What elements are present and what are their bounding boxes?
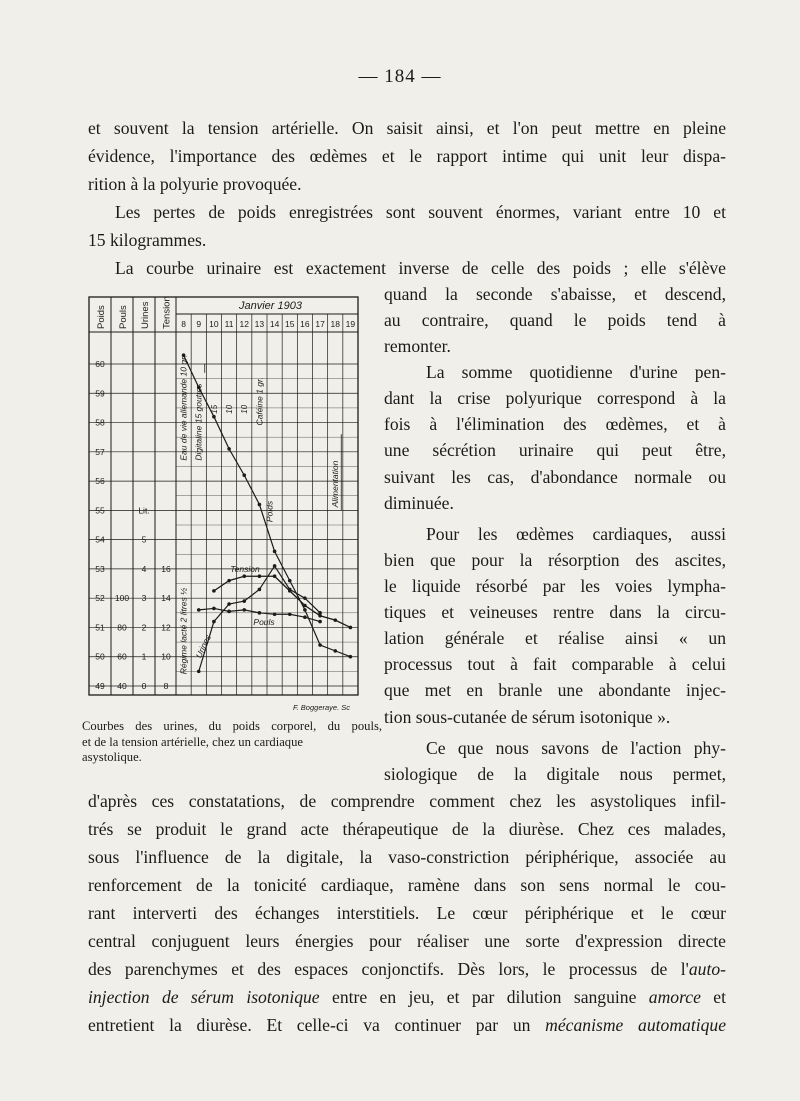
- x-tick-label: 9: [196, 319, 202, 329]
- caption-line: et de la tension artérielle, chez un cardiaque: [82, 734, 303, 749]
- series-poids-point: [242, 473, 246, 477]
- pouls-tick-label: 100: [114, 593, 130, 604]
- x-tick-label: 15: [285, 319, 295, 329]
- series-urines-point: [197, 670, 201, 674]
- x-tick-label: 17: [315, 319, 325, 329]
- column-header: Poids: [96, 305, 107, 329]
- series-urines-point: [227, 602, 231, 606]
- pouls-tick-label: 40: [117, 681, 127, 691]
- series-pouls-point: [242, 608, 246, 612]
- series-poids-point: [333, 649, 337, 653]
- text-line: Pour les œdèmes cardiaques, aussi: [426, 524, 726, 544]
- poids-tick-label: 57: [95, 446, 105, 457]
- caption-line: asystolique.: [82, 750, 142, 764]
- text-segment: entre en jeu, et par dilution sanguine: [319, 987, 649, 1007]
- x-tick-label: 12: [239, 319, 249, 329]
- series-label-tension: Tension: [230, 564, 260, 575]
- urines-tick-label: 2: [141, 622, 147, 633]
- series-poids-point: [318, 643, 322, 647]
- x-tick-label: 19: [345, 319, 356, 329]
- text-line: évidence, l'importance des œdèmes et le rapport intime qui unit leur dispa-: [88, 146, 726, 166]
- series-poids-point: [303, 608, 307, 612]
- text-line: rition à la polyurie provoquée.: [88, 174, 302, 194]
- tension-tick-label: 10: [161, 651, 171, 662]
- tension-tick-label: 14: [161, 593, 171, 604]
- text-line: suivant les cas, d'abondance normale ou: [384, 467, 726, 487]
- series-urines-point: [258, 588, 262, 592]
- series-poids-point: [258, 503, 262, 507]
- urines-tick-label: 5: [141, 534, 147, 545]
- text-line: d'après ces constatations, de comprendre comment chez les asystoliques infil-: [88, 791, 726, 811]
- annotation-dose: 15: [209, 404, 219, 414]
- text-line: que met en branle une abondante injec-: [384, 680, 726, 700]
- text-line: siologique de la digitale nous permet,: [384, 764, 726, 784]
- page-number: — 184 —: [358, 66, 442, 87]
- series-tension-point: [258, 574, 262, 578]
- text-line: [88, 983, 726, 1011]
- text-line: processus tout à fait comparable à celui: [384, 654, 726, 674]
- series-tension-point: [273, 574, 277, 578]
- series-poids-point: [212, 415, 216, 419]
- annotation-regime-lacte: Régime lacté 2 litres ½: [178, 587, 189, 675]
- text-line: renforcement de la tonicité cardiaque, ramène dans son sens normal le cou-: [88, 875, 726, 895]
- chart-title: Janvier 1903: [239, 300, 302, 312]
- text-line: sous l'influence de la digitale, la vaso-constriction périphérique, associée au: [88, 847, 726, 867]
- annotation-dose: 10: [240, 404, 250, 414]
- series-urines-point: [273, 564, 277, 568]
- series-tension-point: [212, 589, 216, 593]
- italic-text: amorce: [648, 987, 701, 1007]
- italic-text: mécanisme automatique: [545, 1015, 727, 1035]
- urines-tick-label: 4: [141, 563, 147, 574]
- pouls-tick-label: 80: [117, 622, 127, 633]
- series-pouls-point: [303, 615, 307, 619]
- urines-tick-label: 1: [141, 651, 147, 662]
- text-line: trés se produit le grand acte thérapeutique de la diurèse. Chez ces malades,: [88, 819, 726, 839]
- poids-tick-label: 52: [95, 593, 105, 604]
- tension-tick-label: 8: [163, 681, 169, 691]
- series-pouls-point: [212, 607, 216, 611]
- clinical-chart: [88, 296, 372, 716]
- pouls-tick-label: 60: [117, 651, 127, 662]
- text-line: [88, 955, 726, 983]
- x-tick-label: 18: [330, 319, 340, 329]
- series-tension-point: [242, 574, 246, 578]
- text-line: diminuée.: [384, 493, 454, 513]
- poids-tick-label: 50: [95, 651, 105, 662]
- series-label-pouls: Pouls: [253, 616, 275, 627]
- annotation-eau-de-vie: Eau de vie allemande 10 gr.: [178, 355, 189, 461]
- text-line: bien que pour la résorption des ascites,: [384, 550, 726, 570]
- poids-tick-label: 58: [95, 417, 105, 428]
- text-segment: entretient la diurèse. Et celle-ci va continuer par un: [88, 1015, 546, 1035]
- series-urines-point: [303, 596, 307, 600]
- series-pouls-point: [227, 610, 231, 614]
- series-pouls-point: [258, 611, 262, 615]
- series-poids-point: [227, 447, 231, 451]
- series-tension-point: [333, 618, 337, 622]
- series-tension-point: [349, 626, 353, 630]
- column-header: Pouls: [118, 305, 129, 329]
- text-line: Ce que nous savons de l'action phy-: [426, 738, 726, 758]
- figure-caption: [82, 719, 382, 766]
- text-line: La courbe urinaire est exactement inverse de celle des poids ; elle s'élève: [115, 258, 726, 278]
- series-urines-point: [242, 599, 246, 603]
- series-urines-point: [288, 588, 292, 592]
- x-tick-label: 8: [181, 319, 186, 329]
- series-pouls-point: [318, 620, 322, 624]
- text-line: dant la crise polyurique correspond à la: [384, 388, 726, 408]
- x-tick-label: 10: [209, 319, 219, 329]
- text-line: tion sous-cutanée de sérum isotonique ».: [384, 707, 671, 727]
- text-line: Les pertes de poids enregistrées sont souvent énormes, variant entre 10 et: [115, 202, 726, 222]
- x-tick-label: 11: [224, 319, 234, 329]
- column-header: Urines: [140, 301, 151, 329]
- series-poids-point: [349, 655, 353, 659]
- chart-signature: F. Boggeraye. Sc: [293, 703, 350, 712]
- series-tension-point: [303, 604, 307, 608]
- text-line: rant interverti des échanges interstitiels. Le cœur périphérique et le cœur: [88, 903, 726, 923]
- series-pouls-point: [197, 608, 201, 612]
- poids-tick-label: 60: [95, 359, 105, 369]
- chart-frame: [89, 297, 358, 695]
- annotation-digitaline: Digitaline 15 gouttes: [193, 383, 204, 461]
- column-header: Tension: [161, 296, 173, 329]
- tension-tick-label: 16: [161, 563, 171, 574]
- x-tick-label: 14: [269, 319, 280, 329]
- italic-text: injection de sérum isotonique: [88, 987, 320, 1007]
- text-line: fois à l'élimination des œdèmes, et à: [384, 414, 726, 434]
- poids-tick-label: 49: [95, 681, 105, 691]
- poids-tick-label: 53: [95, 563, 105, 574]
- annotation-dose: 10: [225, 404, 235, 414]
- poids-tick-label: 59: [95, 388, 105, 399]
- series-poids-point: [273, 550, 277, 554]
- series-label-poids: Poids: [264, 500, 275, 523]
- text-line: et souvent la tension artérielle. On saisit ainsi, et l'on peut mettre en pleine: [88, 118, 726, 138]
- series-pouls-point: [288, 612, 292, 616]
- text-line: [88, 1011, 726, 1039]
- series-pouls-point: [273, 612, 277, 616]
- urines-tick-label: 3: [141, 593, 147, 604]
- x-tick-label: 16: [300, 319, 310, 329]
- text-line: lation générale et réalise ainsi « un: [384, 628, 726, 648]
- text-line: remonter.: [384, 336, 451, 356]
- text-line: tiques et veineuses rentre dans la circu-: [384, 602, 726, 622]
- series-urines-point: [212, 620, 216, 624]
- text-segment: des parenchymes et des espaces conjonctifs. Dès lors, le processus de l': [88, 959, 689, 979]
- series-poids-point: [288, 579, 292, 583]
- poids-tick-label: 56: [95, 476, 105, 487]
- series-urines-point: [318, 611, 322, 615]
- x-tick-label: 13: [254, 319, 265, 329]
- series-label-urines: Urines: [193, 633, 213, 660]
- caption-line: Courbes des urines, du poids corporel, du pouls,: [82, 719, 382, 733]
- text-line: quand la seconde s'abaisse, et descend,: [384, 284, 726, 304]
- poids-tick-label: 54: [95, 534, 105, 545]
- annotation-cafeine: Caféine 1 gr.: [254, 377, 265, 426]
- series-tension-point: [227, 579, 231, 583]
- poids-tick-label: 55: [95, 505, 105, 516]
- text-line: le liquide résorbé par les voies lympha-: [384, 576, 726, 596]
- annotation-alimentation: Alimentation: [330, 460, 341, 508]
- text-line: au contraire, quand le poids tend à: [384, 310, 726, 330]
- tension-tick-label: 12: [161, 622, 171, 633]
- text-segment: et: [700, 987, 726, 1007]
- poids-tick-label: 51: [95, 622, 105, 633]
- urines-tick-label: 0: [141, 681, 147, 691]
- text-line: central conjuguent leurs énergies pour réaliser une sorte d'expression directe: [88, 931, 726, 951]
- urines-unit-label: Lit.: [138, 505, 150, 516]
- text-line: La somme quotidienne d'urine pen-: [426, 362, 726, 382]
- text-line: une sécrétion urinaire qui peut être,: [384, 440, 726, 460]
- text-line: 15 kilogrammes.: [88, 230, 207, 250]
- italic-text: auto-: [688, 959, 726, 979]
